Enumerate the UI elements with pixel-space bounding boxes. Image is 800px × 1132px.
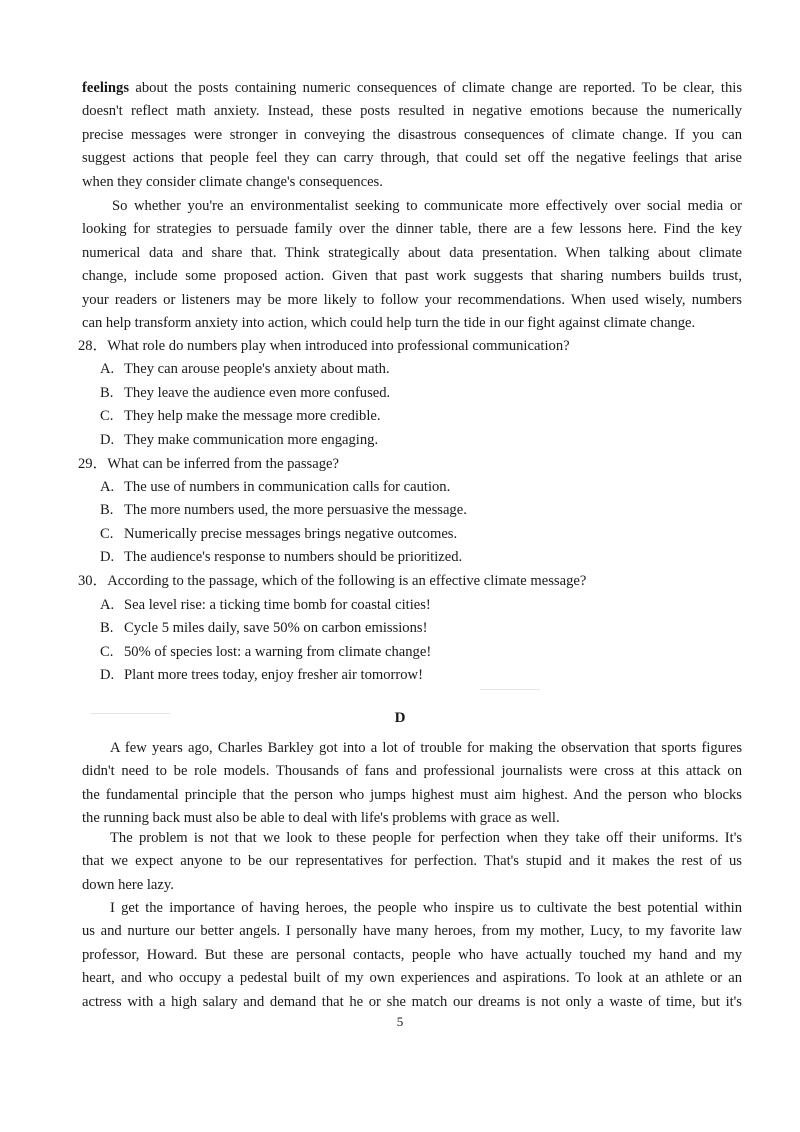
passage-d-line: I get the importance of having heroes, the people who inspire us to cultivate the best potential within bbox=[110, 900, 742, 916]
passage-d-line: The problem is not that we look to these people for perfection when they take off their uniforms. It's bbox=[110, 830, 742, 846]
question-29-option-d: D. The audience's response to numbers should be prioritized. bbox=[100, 549, 463, 565]
passage-d-paragraph-3 bbox=[82, 897, 742, 1014]
passage-d-line: us and nurture our better angels. I personally have many heroes, from my mother, Lucy, to my favorite law bbox=[82, 923, 742, 940]
passage-d-line: heart, and who occupy a pedestal built of my own experiences and aspirations. To look at an athlete or an bbox=[82, 970, 742, 987]
question-29-option-c: C. Numerically precise messages brings negative outcomes. bbox=[100, 526, 458, 542]
paragraph-1-line: doesn't reflect math anxiety. Instead, these posts resulted in negative emotions because the numerically bbox=[82, 103, 742, 120]
page-number: 5 bbox=[396, 1014, 404, 1029]
bold-lead-word: feelings bbox=[82, 80, 130, 96]
question-28-option-a: A. They can arouse people's anxiety about math. bbox=[100, 361, 390, 377]
passage-d-line: actress with a high salary and demand that he or she match our dreams is not only a waste of time, but it's bbox=[82, 993, 742, 1010]
passage-d-line: that we expect anyone to be our representatives for perfection. That's stupid and it makes the rest of us bbox=[82, 853, 742, 870]
paragraph-2-line: can help transform anxiety into action, which could help turn the tide in our fight against climate change. bbox=[82, 315, 696, 332]
question-30-option-b: B. Cycle 5 miles daily, save 50% on carbon emissions! bbox=[100, 620, 428, 636]
passage-d-line: didn't need to be role models. Thousands of fans and professional journalists were cross at this attack on bbox=[82, 763, 742, 780]
question-28-option-b: B. They leave the audience even more confused. bbox=[100, 385, 391, 401]
passage-d-line: the fundamental principle that the person who jumps highest must aim highest. And the person who blocks bbox=[82, 786, 742, 803]
passage-d-line: professor, Howard. But these are personal contacts, people who have actually touched my hand and my bbox=[82, 946, 742, 963]
question-29-stem: 29．What can be inferred from the passage? bbox=[78, 456, 339, 472]
question-28-stem: 28．What role do numbers play when introduced into professional communication? bbox=[78, 338, 570, 354]
question-30-stem: 30．According to the passage, which of the following is an effective climate message? bbox=[78, 573, 587, 589]
paragraph-2-line: looking for strategies to persuade family over the dinner table, there are a few lessons here. Find the key bbox=[82, 221, 742, 238]
passage-d-line: down here lazy. bbox=[82, 876, 174, 893]
passage-d-line: the running back must also be able to deal with life's problems with grace as well. bbox=[82, 810, 560, 827]
paragraph-2-line: numerical data and share that. Think strategically about data presentation. When talking about climate bbox=[82, 244, 742, 261]
paragraph-1-line: feelings about the posts containing numeric consequences of climate change are reported. To be clear, this bbox=[82, 80, 742, 96]
passage-d-paragraph-2 bbox=[82, 827, 742, 897]
paragraph-2-line: your readers or listeners may be more likely to follow your recommendations. When used wisely, numbers bbox=[82, 291, 742, 308]
scan-artifact-line bbox=[480, 689, 540, 690]
paragraph-2 bbox=[82, 195, 742, 335]
question-30-option-a: A. Sea level rise: a ticking time bomb for coastal cities! bbox=[100, 597, 431, 613]
paragraph-1 bbox=[82, 77, 742, 194]
question-29-option-b: B. The more numbers used, the more persuasive the message. bbox=[100, 502, 467, 518]
section-label-d: D bbox=[394, 710, 406, 726]
passage-d-line: A few years ago, Charles Barkley got into a lot of trouble for making the observation that sports figures bbox=[110, 740, 742, 756]
paragraph-1-line: when they consider climate change's consequences. bbox=[82, 173, 383, 190]
paragraph-2-line: change, include some proposed action. Given that past work suggests that sharing numbers builds trust, bbox=[82, 268, 742, 285]
question-28-option-d: D. They make communication more engaging. bbox=[100, 432, 379, 448]
paragraph-2-line: So whether you're an environmentalist seeking to communicate more effectively over social media or bbox=[112, 198, 742, 214]
question-30-option-d: D. Plant more trees today, enjoy fresher air tomorrow! bbox=[100, 667, 423, 683]
question-29-option-a: A. The use of numbers in communication calls for caution. bbox=[100, 479, 451, 495]
question-28-option-c: C. They help make the message more credible. bbox=[100, 408, 381, 424]
paragraph-1-line: precise messages were stronger in conveying the disastrous consequences of climate change. If you can bbox=[82, 126, 742, 143]
passage-d-paragraph-1 bbox=[82, 737, 742, 831]
question-30-option-c: C. 50% of species lost: a warning from climate change! bbox=[100, 644, 432, 660]
paragraph-1-line: suggest actions that people feel they can carry through, that could set off the negative feelings that arise bbox=[82, 150, 742, 167]
